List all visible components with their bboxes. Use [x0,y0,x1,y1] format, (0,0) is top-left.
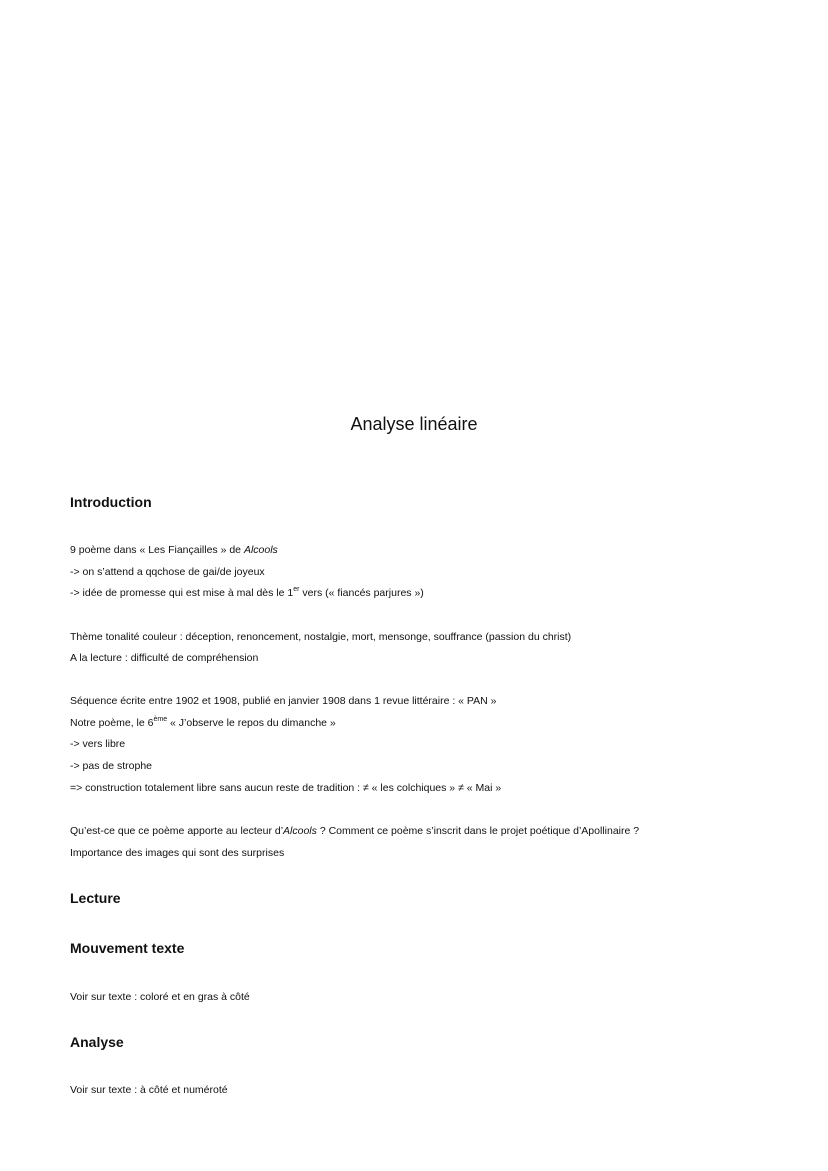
intro-line-3: -> idée de promesse qui est mise à mal dès le 1er vers (« fiancés parjures ») [70,585,424,599]
page-title: Analyse linéaire [350,414,478,434]
intro-line-11: Qu’est-ce que ce poème apporte au lecteur d’Alcools ? Comment ce poème s’inscrit dans le projet poétique d’Apollinaire ? [70,825,640,837]
intro-line-8: -> vers libre [70,738,126,750]
intro-line-4: Thème tonalité couleur : déception, renoncement, nostalgie, mort, mensonge, souffrance (passion du christ) [70,631,572,643]
intro-line-6: Séquence écrite entre 1902 et 1908, publié en janvier 1908 dans 1 revue littéraire : « PAN » [70,695,497,707]
intro-line-2: -> on s’attend a qqchose de gai/de joyeux [70,566,265,578]
heading-mouvement-texte: Mouvement texte [70,940,185,956]
heading-analyse: Analyse [70,1034,124,1050]
intro-line-1: 9 poème dans « Les Fiançailles » de Alcools [70,544,278,556]
intro-line-10: => construction totalement libre sans aucun reste de tradition : ≠ « les colchiques » ≠ « Mai » [70,782,502,794]
intro-line-7: Notre poème, le 6ème « J’observe le repos du dimanche » [70,715,336,729]
intro-line-12: Importance des images qui sont des surprises [70,847,285,859]
intro-line-5: A la lecture : difficulté de compréhension [70,652,259,664]
analyse-line-1: Voir sur texte : à côté et numéroté [70,1084,228,1096]
heading-lecture: Lecture [70,890,121,906]
intro-line-9: -> pas de strophe [70,760,153,772]
heading-introduction: Introduction [70,494,152,510]
mouvement-line-1: Voir sur texte : coloré et en gras à côté [70,991,250,1003]
